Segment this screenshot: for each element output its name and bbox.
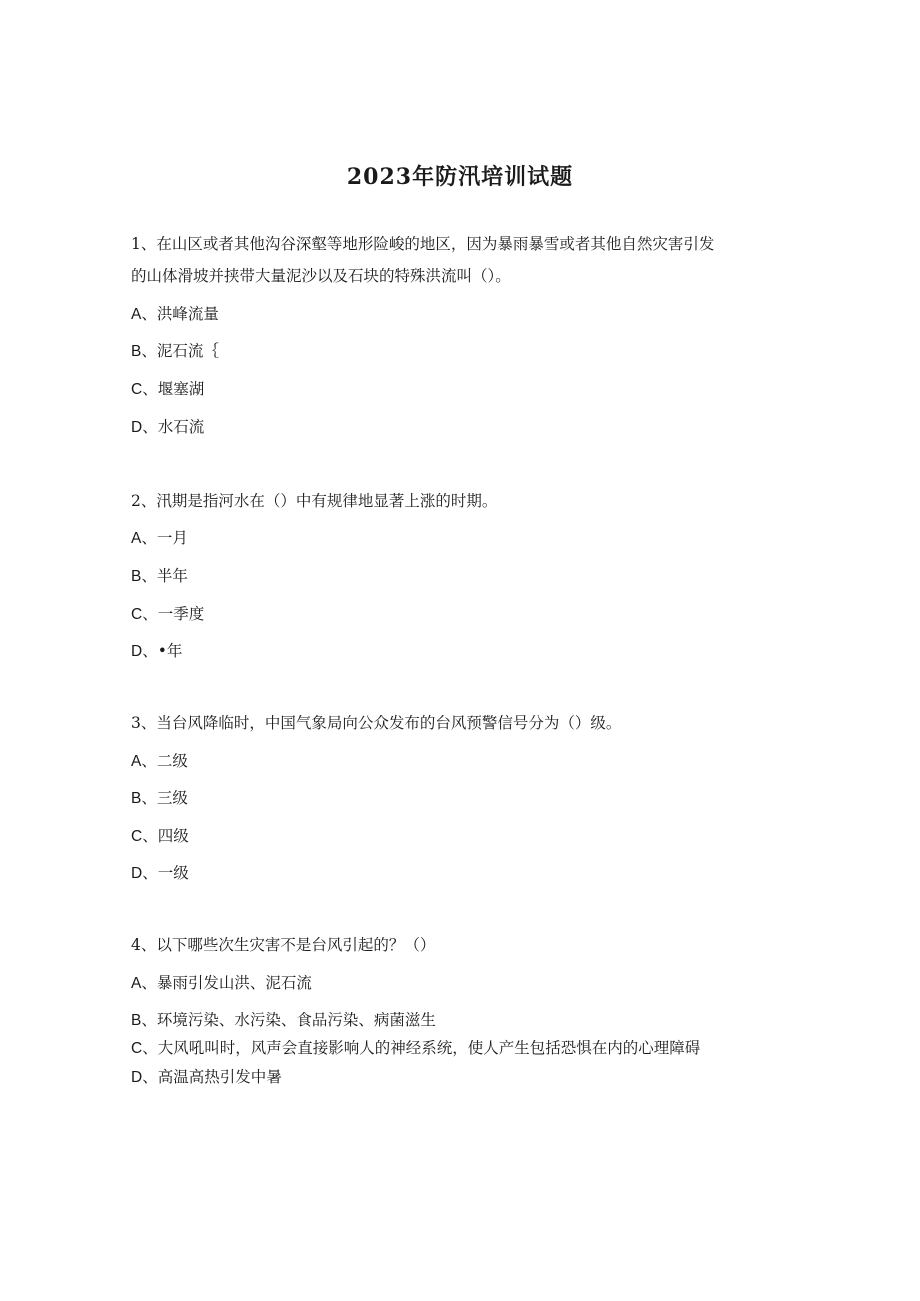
question-1-stem-line-2: 的山体滑坡并挟带大量泥沙以及石块的特殊洪流叫（）。 — [131, 267, 511, 285]
question-1-option-c — [131, 379, 204, 400]
question-2-option-a — [131, 528, 188, 549]
page-title: 2023年防汛培训试题 — [346, 164, 574, 190]
option-text: 水石流 — [157, 418, 205, 436]
option-label: C、 — [131, 1040, 158, 1057]
option-label: D、 — [131, 643, 158, 660]
option-label: A、 — [131, 975, 157, 992]
option-text: 三级 — [156, 789, 188, 807]
question-1-option-a — [131, 304, 219, 325]
option-text: 二级 — [156, 752, 188, 770]
option-label: B、 — [131, 343, 157, 360]
question-1-option-d — [131, 417, 204, 438]
question-3-option-a — [131, 751, 188, 772]
option-text: 四级 — [157, 827, 189, 845]
question-3-option-c — [131, 826, 189, 847]
option-text: 一月 — [156, 529, 188, 547]
option-label: B、 — [131, 790, 157, 807]
question-2-option-b — [131, 566, 188, 587]
option-label: B、 — [131, 568, 157, 585]
question-3-stem-line-1: 3、当台风降临时，中国气象局向公众发布的台风预警信号分为（）级。 — [131, 714, 622, 732]
option-label: D、 — [131, 1069, 158, 1086]
option-text: 一级 — [157, 864, 189, 882]
option-label: C、 — [131, 828, 158, 845]
question-1-option-b — [131, 341, 219, 362]
question-3-option-b — [131, 788, 188, 809]
option-text: 半年 — [156, 567, 188, 585]
question-3-option-d — [131, 863, 189, 884]
option-label: D、 — [131, 865, 158, 882]
question-4-option-d — [131, 1067, 282, 1088]
option-text: 泥石流｛ — [156, 342, 219, 360]
option-text: 大风吼叫时，风声会直接影响人的神经系统，使人产生包括恐惧在内的心理障碍 — [157, 1039, 701, 1057]
option-label: A、 — [131, 530, 157, 547]
option-label: C、 — [131, 606, 158, 623]
option-label: B、 — [131, 1012, 157, 1029]
option-text: 洪峰流量 — [156, 305, 219, 323]
option-text: 一季度 — [157, 605, 205, 623]
question-4-option-b — [131, 1010, 436, 1031]
question-2-option-d — [131, 641, 182, 662]
question-2-stem-line-1: 2、汛期是指河水在（）中有规律地显著上涨的时期。 — [131, 492, 498, 510]
question-4-option-a — [131, 973, 312, 994]
question-2-option-c — [131, 604, 204, 625]
option-label: C、 — [131, 381, 158, 398]
option-text: 暴雨引发山洪、泥石流 — [156, 974, 312, 992]
option-text: 堰塞湖 — [157, 380, 205, 398]
option-text: •年 — [157, 642, 183, 660]
question-1-stem-line-1: 1、在山区或者其他沟谷深壑等地形险峻的地区，因为暴雨暴雪或者其他自然灾害引发 — [131, 235, 715, 253]
option-label: D、 — [131, 419, 158, 436]
option-text: 环境污染、水污染、食品污染、病菌滋生 — [156, 1011, 436, 1029]
option-text: 高温高热引发中暑 — [157, 1068, 282, 1086]
question-4-option-c — [131, 1038, 700, 1059]
question-4-stem-line-1: 4、以下哪些次生灾害不是台风引起的？（） — [131, 936, 436, 954]
option-label: A、 — [131, 306, 157, 323]
option-label: A、 — [131, 753, 157, 770]
